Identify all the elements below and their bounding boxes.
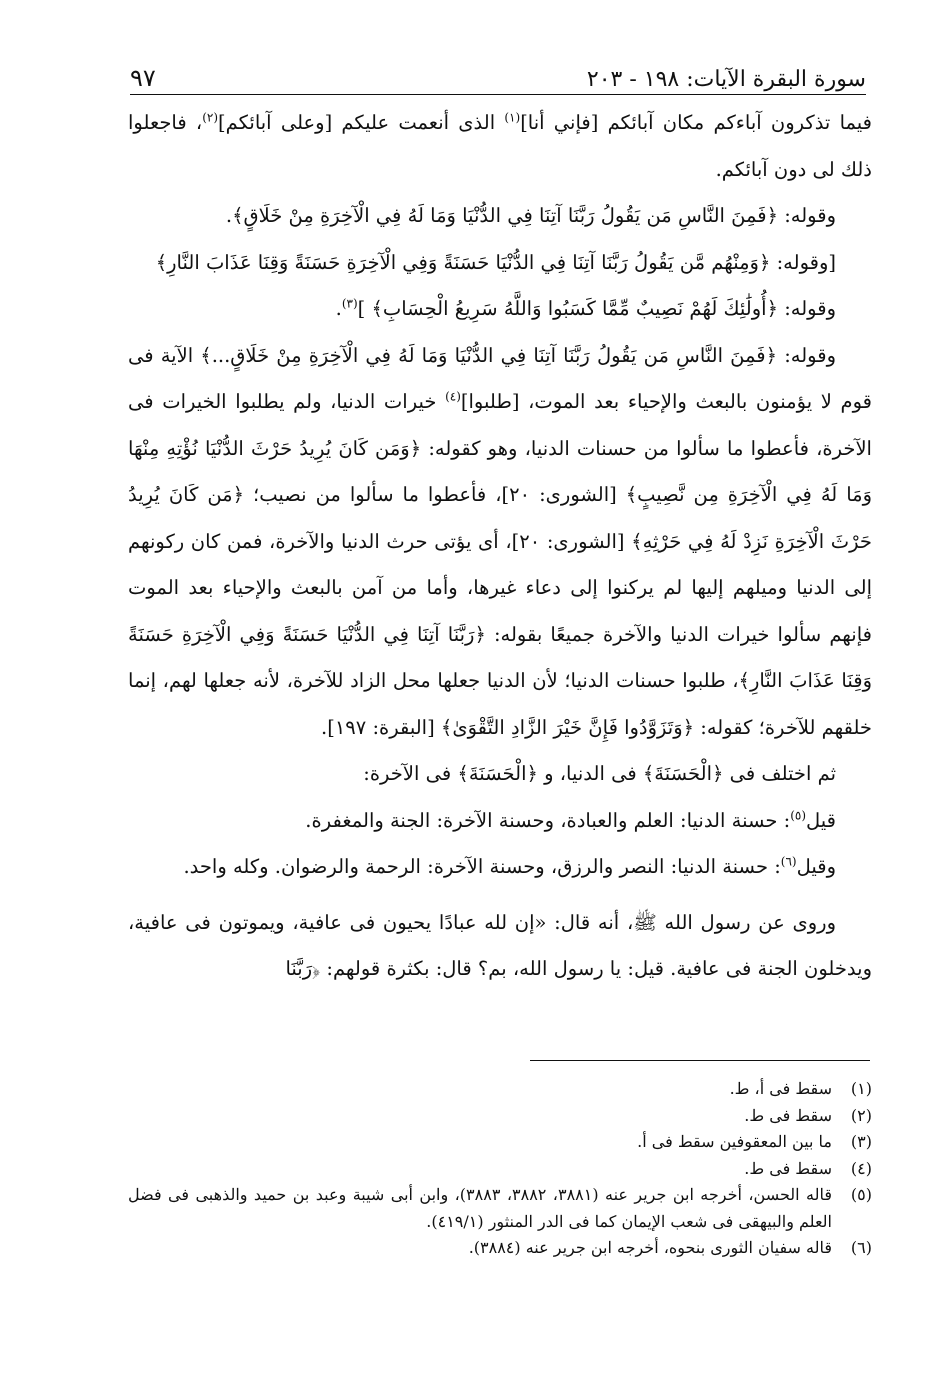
footnote	[128, 1235, 872, 1262]
text-run: : حسنة الدنيا: العلم والعبادة، وحسنة الآخرة: الجنة والمغفرة.	[305, 808, 791, 832]
footnote-text: قاله سفيان الثورى بنحوه، أخرجه ابن جرير عنه (٣٨٨٤).	[468, 1238, 832, 1257]
paragraph	[128, 286, 872, 333]
footnote-number: (٥)	[850, 1185, 872, 1204]
paragraph	[128, 798, 872, 845]
footnote-text: ما بين المعقوفين سقط فى أ.	[637, 1132, 832, 1151]
text-run: [الشورى: ٢٠]، فأعطوا ما سألوا من نصيب؛	[244, 483, 626, 506]
paragraph	[128, 193, 872, 240]
text-run: .	[225, 204, 233, 227]
footnote	[128, 1076, 872, 1103]
text-run: ]	[357, 297, 372, 320]
footnote-ref: (٣)	[341, 296, 358, 311]
text-run: وقيل	[796, 855, 836, 878]
footnote-text: سقط فى ط.	[744, 1158, 832, 1178]
quran-verse: ﴿وَمَن كَانَ يُرِيدُ حَرْثَ الدُّنْيَا نُؤْتِهِ مِنْهَا وَمَا لَهُ فِي الْآخِرَةِ مِن نَّصِيبٍ﴾	[128, 436, 873, 506]
text-run: ، طلبوا حسنات الدنيا؛ لأن الدنيا جعلها محل الزاد للآخرة، لأنه جعلها لهم، إنما خلقهم للآخرة؛ كقوله:	[128, 669, 872, 739]
footnote	[128, 1129, 872, 1156]
footnote-number: (١)	[850, 1079, 872, 1098]
footnote-rule	[530, 1060, 870, 1061]
paragraph	[128, 900, 872, 993]
text-run: ، فاجعلوا ذلك لى دون آبائكم.	[128, 111, 872, 181]
text-run: الآية فى قوم لا يؤمنون بالبعث والإحياء بعد الموت، [طلبوا]	[128, 343, 873, 413]
footnote	[128, 1182, 872, 1235]
footnote	[128, 1103, 872, 1130]
footnote-text: قاله الحسن، أخرجه ابن جرير عنه (٣٨٨١، ٣٨٨٢، ٣٨٨٣)، وابن أبى شيبة وعبد بن حميد والذهبى فى فضل العلم والبيهقى فى شعب الإيمان كما فى الدر المنثور (٤١٩/١).	[128, 1185, 833, 1231]
header-rule	[130, 94, 866, 95]
page-number: ٩٧	[130, 64, 156, 92]
text-run: فى الآخرة:	[363, 762, 458, 785]
text-run: .	[335, 297, 342, 320]
footnote-ref: (٥)	[790, 808, 807, 822]
quran-verse: ﴿وَمِنْهُم مَّن يَقُولُ رَبَّنَا آتِنَا فِي الدُّنْيَا حَسَنَةً وَفِي الْآخِرَةِ حَسَنَةً وَقِنَا عَذَابَ النَّارِ﴾	[155, 250, 771, 274]
text-run: [الشورى: ٢٠]، أى يؤتى حرث الدنيا والآخرة، فمن كان ركونهم إلى الدنيا وميلهم إليها لم يركنوا إلى دعاء غيرها، وأما من آمن بالبعث والإحياء بعد الموت فإنهم سألوا خيرات الدنيا والآخرة جميعًا بقوله:	[128, 529, 872, 646]
running-title: سورة البقرة الآيات: ١٩٨ - ٢٠٣	[586, 67, 866, 92]
quran-verse: ﴿الْحَسَنَةَ﴾	[457, 762, 538, 785]
page-header	[130, 52, 866, 92]
text-run: ثم اختلف فى	[723, 762, 836, 785]
quran-verse: ﴿وَتَزَوَّدُوا فَإِنَّ خَيْرَ الزَّادِ التَّقْوَىٰ﴾	[440, 715, 695, 739]
footnote-number: (٢)	[850, 1105, 872, 1125]
text-run: [البقرة: ١٩٧].	[321, 715, 441, 739]
quran-verse: ﴿فَمِنَ النَّاسِ مَن يَقُولُ رَبَّنَا آتِنَا فِي الدُّنْيَا وَمَا لَهُ فِي الْآخِرَةِ مِنْ خَلَاقٍ...﴾	[200, 343, 778, 367]
footnote	[128, 1156, 872, 1183]
paragraph	[128, 100, 872, 193]
footnote-ref: (٤)	[445, 389, 461, 404]
footnote-ref: (١)	[504, 110, 521, 125]
footnotes	[128, 1076, 872, 1262]
text-run: فيما تذكرون آباءكم مكان آبائكم [فإني أنا]	[520, 111, 873, 134]
text-run: وقوله:	[778, 204, 836, 227]
footnote-ref: (٦)	[780, 854, 797, 869]
paragraph	[128, 844, 872, 891]
main-text	[128, 100, 872, 993]
quran-verse: ﴿أُولَٰئِكَ لَهُمْ نَصِيبٌ مِّمَّا كَسَبُوا وَاللَّهُ سَرِيعُ الْحِسَابِ﴾	[371, 297, 779, 320]
quran-verse: ﴿رَبَّنَا	[285, 957, 321, 980]
footnote-text: سقط فى أ، ط.	[729, 1079, 832, 1098]
text-run: وقوله:	[778, 297, 836, 320]
footnote-text: سقط فى ط.	[744, 1105, 832, 1125]
quran-verse: ﴿الْحَسَنَةَ﴾	[642, 762, 724, 785]
text-run: وقوله:	[777, 343, 836, 367]
text-run: قيل	[806, 808, 836, 832]
text-run: خيرات الدنيا، ولم يطلبوا الخيرات فى الآخرة، فأعطوا ما سألوا من حسنات الدنيا، وهو كقوله:	[128, 390, 872, 460]
quran-verse: ﴿فَمِنَ النَّاسِ مَن يَقُولُ رَبَّنَا آتِنَا فِي الدُّنْيَا وَمَا لَهُ فِي الْآخِرَةِ مِنْ خَلَاقٍ﴾	[232, 204, 779, 227]
footnote-number: (٤)	[850, 1158, 872, 1178]
quran-verse: ﴿رَبَّنَا آتِنَا فِي الدُّنْيَا حَسَنَةً وَفِي الْآخِرَةِ حَسَنَةً وَقِنَا عَذَابَ النَّارِ﴾	[128, 622, 872, 692]
text-run: وروى عن رسول الله ﷺ، أنه قال: «إن لله عبادًا يحيون فى عافية، ويموتون فى عافية، ويدخلون الجنة فى عافية. قيل: يا رسول الله، بم؟ قال: بكثرة قولهم:	[128, 910, 872, 980]
footnote-number: (٦)	[850, 1238, 872, 1257]
paragraph	[128, 333, 872, 752]
quran-verse: ﴿مَن كَانَ يُرِيدُ حَرْثَ الْآخِرَةِ نَزِدْ لَهُ فِي حَرْثِهِ﴾	[128, 483, 872, 553]
footnote-number: (٣)	[850, 1132, 872, 1151]
text-run: الذى أنعمت عليكم [وعلى آبائكم]	[218, 111, 505, 134]
text-run: [وقوله:	[770, 250, 836, 274]
paragraph	[128, 240, 872, 287]
text-run: فى الدنيا، و	[537, 762, 643, 785]
text-run: : حسنة الدنيا: النصر والرزق، وحسنة الآخرة: الرحمة والرضوان. وكله واحد.	[183, 855, 781, 878]
paragraph	[128, 751, 872, 798]
footnote-ref: (٢)	[202, 110, 219, 125]
